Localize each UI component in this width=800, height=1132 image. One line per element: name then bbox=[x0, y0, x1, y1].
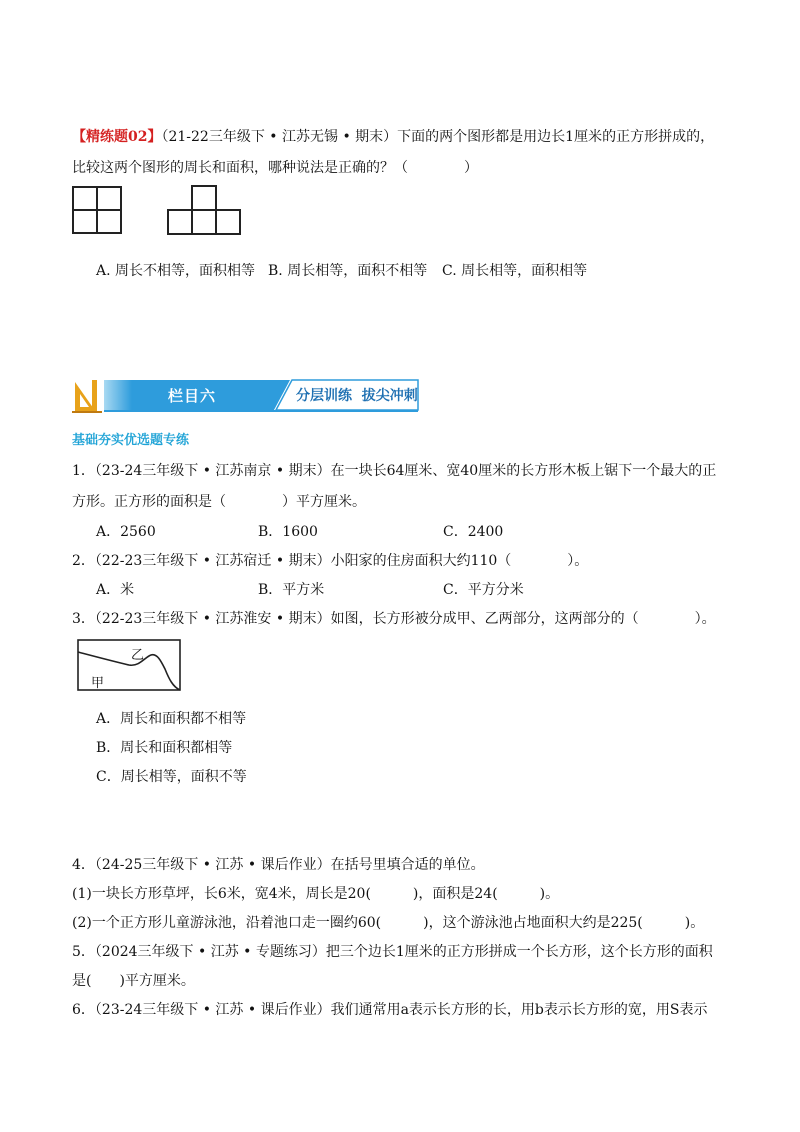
banner-subtitle: 分层训练 拔尖冲刺 bbox=[296, 388, 418, 404]
q3-option-c[interactable]: C．周长相等，面积不等 bbox=[96, 769, 247, 785]
question-4-part2: (2)一个正方形儿童游泳池，沿着池口走一圈约60( )，这个游泳池占地面积大约是225( )。 bbox=[72, 915, 705, 931]
q2-option-b[interactable]: B．平方米 bbox=[258, 582, 325, 598]
q3-option-a[interactable]: A．周长和面积都不相等 bbox=[96, 711, 247, 727]
option-c[interactable]: C. 周长相等，面积相等 bbox=[442, 263, 588, 279]
q1-option-c[interactable]: C．2400 bbox=[443, 524, 504, 540]
q2-option-a[interactable]: A．米 bbox=[96, 582, 135, 598]
question-6-line1: 6．（23-24三年级下 • 江苏 • 课后作业）我们通常用a表示长方形的长，用b表示长方形的宽，用S表示 bbox=[72, 1002, 708, 1018]
question-5-line1: 5．（2024三年级下 • 江苏 • 专题练习）把三个边长1厘米的正方形拼成一个长方形，这个长方形的面积 bbox=[72, 944, 713, 960]
ruler-triangle-icon bbox=[72, 380, 102, 413]
figure-2x2-square bbox=[72, 186, 122, 234]
practice-question-text: （21-22三年级下 • 江苏无锡 • 期末）下面的两个图形都是用边长1厘米的正方形拼成的， bbox=[161, 129, 715, 145]
banner-section-label: 栏目六 bbox=[168, 387, 217, 405]
question-3-line1: 3．（22-23三年级下 • 江苏淮安 • 期末）如图，长方形被分成甲、乙两部分，这两部分的（ ）。 bbox=[72, 611, 716, 627]
option-a[interactable]: A. 周长不相等，面积相等 bbox=[96, 263, 256, 279]
q3-option-b[interactable]: B．周长和面积都相等 bbox=[96, 740, 233, 756]
figure-stepped-shape bbox=[166, 184, 242, 236]
question-5-line2: 是( )平方厘米。 bbox=[72, 973, 195, 989]
question-4-line1: 4．（24-25三年级下 • 江苏 • 课后作业）在括号里填合适的单位。 bbox=[72, 857, 485, 873]
question-1-line1: 1．（23-24三年级下 • 江苏南京 • 期末）在一块长64厘米、宽40厘米的长方形木板上锯下一个最大的正 bbox=[72, 463, 717, 479]
q1-option-a[interactable]: A．2560 bbox=[96, 524, 156, 540]
option-b[interactable]: B. 周长相等，面积不相等 bbox=[268, 263, 428, 279]
section-title: 基础夯实优选题专练 bbox=[72, 433, 190, 448]
q1-option-b[interactable]: B．1600 bbox=[258, 524, 318, 540]
question-2-line1: 2．（22-23三年级下 • 江苏宿迁 • 期末）小阳家的住房面积大约110（ ）。 bbox=[72, 553, 589, 569]
practice-tag: 【精练题02】 bbox=[72, 129, 162, 145]
label-jia: 甲 bbox=[91, 676, 105, 691]
q2-option-c[interactable]: C．平方分米 bbox=[443, 582, 524, 598]
question-1-line2: 方形。正方形的面积是（ ）平方厘米。 bbox=[72, 494, 366, 510]
figure-divided-rectangle bbox=[77, 639, 181, 691]
practice-question-02-line2: 比较这两个图形的周长和面积，哪种说法是正确的？（ ） bbox=[72, 160, 478, 176]
label-yi: 乙 bbox=[131, 648, 145, 663]
question-4-part1: (1)一块长方形草坪，长6米，宽4米，周长是20( )，面积是24( )。 bbox=[72, 886, 560, 902]
section-banner bbox=[72, 376, 420, 414]
practice-question-02-line1 bbox=[72, 128, 714, 146]
